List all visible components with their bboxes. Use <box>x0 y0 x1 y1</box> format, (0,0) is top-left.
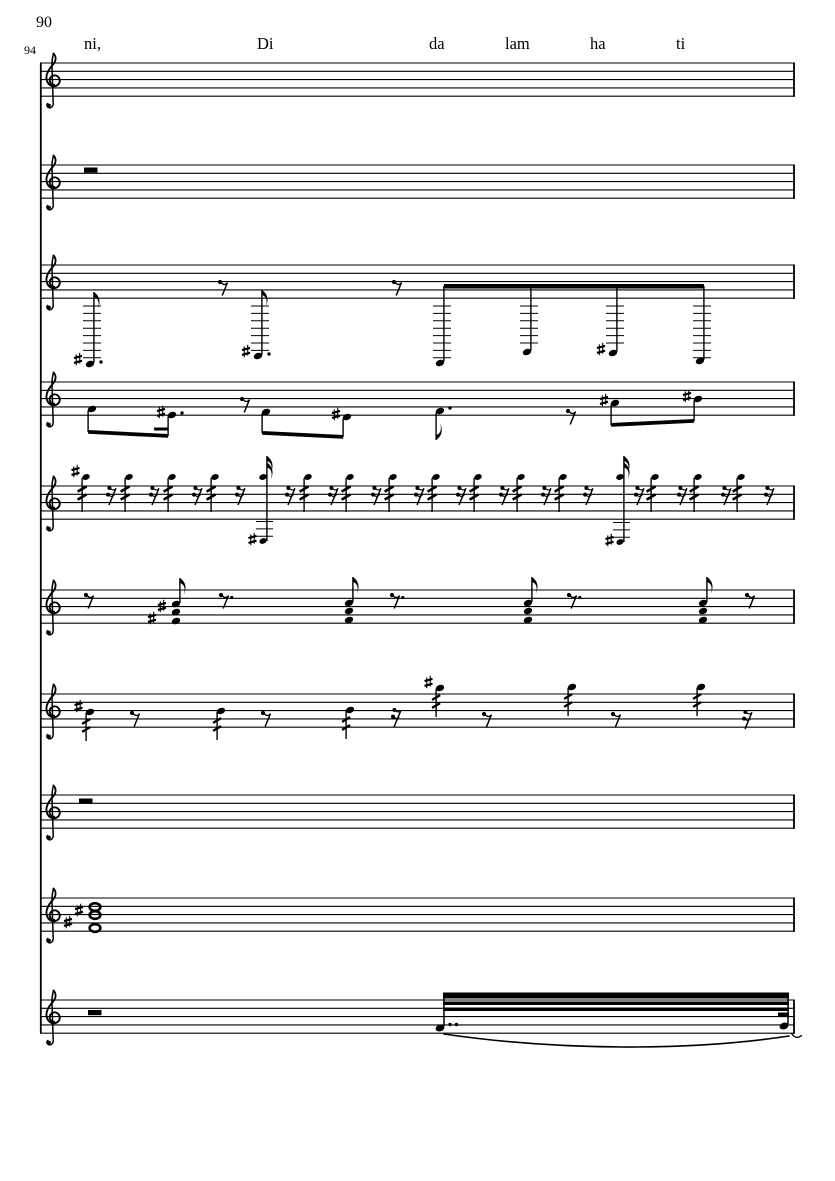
beamed-eighth-pair <box>600 390 703 427</box>
two-voice-column <box>249 456 274 545</box>
eighth-rest <box>392 280 401 296</box>
lyric-syllable: da <box>429 34 445 53</box>
eighth-rest <box>482 712 491 728</box>
measure-number-top: 90 <box>36 14 52 31</box>
treble-clef-icon <box>46 373 59 427</box>
whole-rest <box>84 168 98 173</box>
sharp-accidental-icon <box>683 390 691 402</box>
beamlet <box>154 428 168 431</box>
tremolo-sixteenth-note <box>207 473 220 512</box>
notehead <box>344 607 354 616</box>
slur <box>444 1034 789 1047</box>
stroke <box>683 398 691 400</box>
treble-clef-icon <box>46 477 59 531</box>
treble-clef-icon <box>46 156 59 210</box>
stroke <box>249 541 257 543</box>
staff-lines <box>40 795 795 828</box>
dot <box>578 596 581 599</box>
sharp-accidental-icon <box>64 916 72 928</box>
tremolo-sixteenth-note <box>300 473 313 512</box>
treble-clef-icon <box>46 685 59 739</box>
rest-block <box>79 799 93 804</box>
staff-10 <box>40 991 802 1048</box>
eighth-rest <box>218 280 227 296</box>
staff-lines <box>40 382 795 415</box>
sharp-accidental-icon <box>332 408 340 420</box>
rest-block <box>88 1010 102 1015</box>
tremolo-sixteenth-note <box>72 465 91 512</box>
tremolo-beam <box>443 993 789 999</box>
staff-9 <box>40 889 795 943</box>
staff-6 <box>40 577 795 635</box>
clef-dot <box>48 306 51 309</box>
treble-clef-icon <box>46 256 59 310</box>
sharp-accidental-icon <box>425 676 433 688</box>
stroke <box>332 411 340 413</box>
flag <box>180 578 186 595</box>
stroke <box>425 684 433 686</box>
dot <box>99 360 102 363</box>
clef-dot <box>48 631 51 634</box>
treble-clef-icon <box>46 786 59 840</box>
stroke <box>75 703 83 705</box>
sharp-accidental-icon <box>148 612 156 624</box>
sharp-accidental-icon <box>242 345 250 357</box>
eighth-note-chord <box>698 577 713 624</box>
tremolo-sixteenth-note <box>470 473 483 512</box>
whole-notehead <box>90 924 101 932</box>
staff-lines <box>40 63 795 96</box>
tremolo-sixteenth-note <box>690 473 703 512</box>
augmentation-dot <box>455 1023 458 1026</box>
tie-tail <box>792 1034 802 1038</box>
stroke <box>249 536 257 538</box>
clef-dot <box>48 423 51 426</box>
stroke <box>597 351 605 353</box>
tremolo-sixteenth-note <box>121 473 134 512</box>
eighth-rest <box>566 409 575 425</box>
staff-1-vocal <box>40 54 795 108</box>
staff-3 <box>40 256 795 369</box>
stroke <box>242 353 250 355</box>
tremolo-sixteenth-note <box>164 473 177 512</box>
dotted-eighth-note <box>74 292 103 368</box>
stroke <box>158 603 166 605</box>
beam <box>88 430 168 438</box>
stroke <box>157 409 165 411</box>
notehead <box>616 538 625 546</box>
dotted-eighth-note <box>242 290 271 360</box>
clef-dot <box>48 206 51 209</box>
treble-clef-icon <box>46 889 59 943</box>
dotted-eighth-note <box>435 406 452 440</box>
flag <box>353 577 359 594</box>
notehead <box>259 537 268 545</box>
stroke <box>606 542 614 544</box>
lyric-syllable: lam <box>505 34 530 53</box>
staff-4 <box>40 373 795 441</box>
rest-block <box>84 168 98 173</box>
eighth-note-chord <box>148 578 186 625</box>
tremolo-sixteenth-note <box>342 473 355 512</box>
stroke <box>332 416 340 418</box>
staff-lines <box>40 265 795 298</box>
whole-note-chord <box>64 903 100 932</box>
stroke <box>745 713 752 729</box>
clef-dot <box>48 1041 51 1044</box>
dot <box>180 411 183 414</box>
tremolo-sixteenth-note <box>555 473 568 512</box>
lyric-syllable: ni, <box>84 34 101 53</box>
staff-lines <box>40 694 795 727</box>
sharp-accidental-icon <box>600 394 608 406</box>
sharp-accidental-icon <box>157 406 165 418</box>
flag <box>436 423 442 440</box>
notehead <box>171 617 181 626</box>
stroke <box>74 356 82 358</box>
staff-lines <box>40 898 795 931</box>
sharp-accidental-icon <box>158 600 166 612</box>
tremolo-sixteenth-note <box>428 473 441 512</box>
staff-5 <box>40 456 795 546</box>
dot <box>448 406 451 409</box>
treble-clef-icon <box>46 581 59 635</box>
sharp-accidental-icon <box>249 533 257 545</box>
whole-rest <box>79 799 93 804</box>
lyric-syllable: ha <box>590 34 606 53</box>
treble-clef-icon <box>46 991 59 1045</box>
score-system <box>40 54 802 1048</box>
tremolo-sixteenth-note <box>513 473 526 512</box>
beamed-eighth-pair <box>261 408 352 439</box>
sharp-accidental-icon <box>74 353 82 365</box>
beam <box>611 419 694 427</box>
stroke <box>597 346 605 348</box>
sharp-accidental-icon <box>597 343 605 355</box>
dot <box>267 352 270 355</box>
sharp-accidental-icon <box>606 534 614 546</box>
flag <box>707 577 713 594</box>
stroke <box>72 473 80 475</box>
sharp-accidental-icon <box>72 465 80 477</box>
clef-dot <box>48 836 51 839</box>
treble-clef-icon <box>46 54 59 108</box>
lyric-syllable: ti <box>676 34 686 53</box>
tremolo-eighth-note <box>213 707 226 740</box>
stroke <box>683 393 691 395</box>
beamlet <box>778 1013 789 1017</box>
lyric-syllable: Di <box>257 34 274 53</box>
notehead <box>698 607 708 616</box>
stroke <box>64 919 72 921</box>
clef-dot <box>48 939 51 942</box>
stroke <box>158 608 166 610</box>
tremolo-beam <box>443 1008 789 1012</box>
measure-number-start: 94 <box>24 43 36 57</box>
two-voice-column <box>606 456 631 546</box>
stroke <box>75 708 83 710</box>
dot <box>230 596 233 599</box>
augmentation-dot <box>448 1023 451 1026</box>
staff-lines <box>40 165 795 198</box>
eighth-rest <box>611 712 620 728</box>
stroke <box>242 348 250 350</box>
tremolo-eighth-note <box>75 700 96 741</box>
tremolo-sixteenth-note <box>647 473 660 512</box>
tremolo-sixteenth-note <box>733 473 746 512</box>
eighth-note-chord <box>523 577 538 624</box>
eighth-note-chord <box>344 577 359 624</box>
stroke <box>74 361 82 363</box>
whole-notehead <box>90 903 101 911</box>
stroke <box>606 537 614 539</box>
tremolo-sixteenth-note <box>385 473 398 512</box>
beam <box>262 431 343 439</box>
beamed-eighth-pair <box>87 405 184 438</box>
staff-2 <box>40 156 795 210</box>
sixteenth-rest <box>742 710 752 729</box>
clef-dot <box>48 104 51 107</box>
tremolo-roll <box>435 993 802 1048</box>
stroke <box>425 679 433 681</box>
clef-dot <box>48 527 51 530</box>
whole-rest <box>88 1010 102 1015</box>
beamed-note-group <box>433 284 711 367</box>
stroke <box>75 907 83 909</box>
stroke <box>148 620 156 622</box>
stroke <box>75 912 83 914</box>
clef-dot <box>48 735 51 738</box>
staff-8 <box>40 786 795 840</box>
staff-7 <box>40 676 795 741</box>
stroke <box>600 402 608 404</box>
eighth-rest <box>240 397 249 413</box>
stroke <box>64 924 72 926</box>
beam <box>444 284 704 289</box>
notehead <box>523 607 533 616</box>
dot <box>401 596 404 599</box>
flag <box>532 577 538 594</box>
tremolo-beam <box>443 1002 789 1006</box>
stroke <box>72 468 80 470</box>
